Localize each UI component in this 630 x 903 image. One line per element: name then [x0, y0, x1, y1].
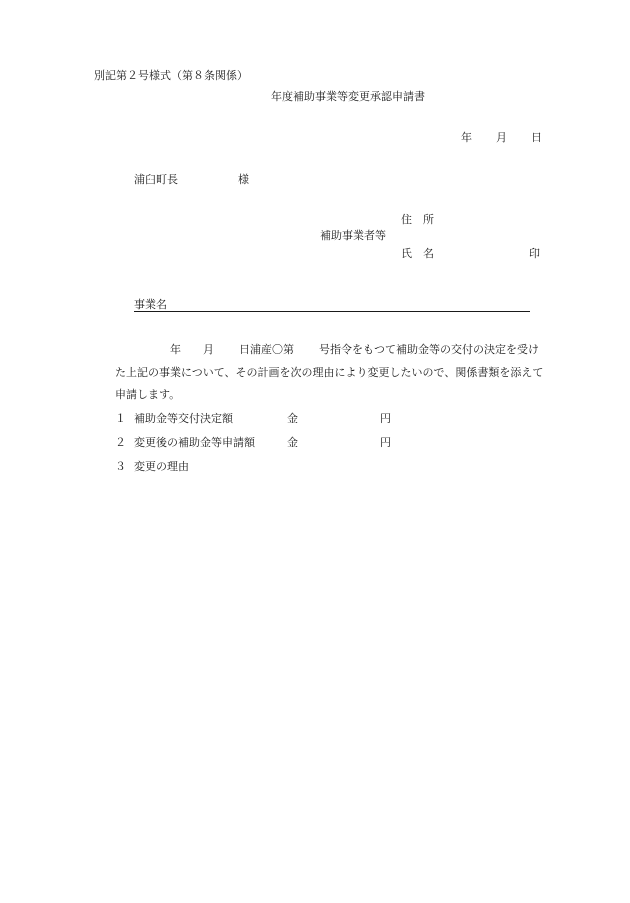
body-line1-text: 号指令をもつて補助金等の交付の決定を受け [319, 343, 539, 356]
project-name-underline [134, 311, 530, 312]
project-name-label: 事業名 [134, 298, 167, 311]
item-1-currency: 金 [287, 412, 298, 425]
body-year-label: 年 [170, 343, 181, 356]
date-day-label: 日 [531, 131, 542, 144]
item-1-unit: 円 [380, 412, 391, 425]
body-day-reference: 日浦産〇第 [239, 343, 294, 356]
body-month-label: 月 [203, 343, 214, 356]
address-label: 住 所 [401, 213, 434, 226]
date-year-label: 年 [461, 131, 472, 144]
addressee-name: 浦臼町長 [134, 173, 178, 186]
body-line2-text: た上記の事業について、その計画を次の理由により変更したいので、関係書類を添えて [115, 366, 544, 379]
document-title: 年度補助事業等変更承認申請書 [271, 90, 425, 103]
item-2-label: 変更後の補助金等申請額 [134, 436, 255, 449]
item-3-label: 変更の理由 [134, 460, 189, 473]
seal-label: 印 [529, 247, 540, 260]
item-1-number: １ [115, 412, 126, 425]
applicant-role-label: 補助事業者等 [320, 229, 386, 242]
item-2-unit: 円 [380, 436, 391, 449]
form-label: 別記第２号様式（第８条関係） [94, 69, 248, 82]
addressee-honorific: 様 [238, 173, 249, 186]
item-2-number: ２ [115, 436, 126, 449]
body-line3-text: 申請します。 [115, 388, 181, 401]
item-3-number: ３ [115, 460, 126, 473]
item-2-currency: 金 [287, 436, 298, 449]
date-month-label: 月 [496, 131, 507, 144]
item-1-label: 補助金等交付決定額 [134, 412, 233, 425]
name-label: 氏 名 [401, 247, 434, 260]
